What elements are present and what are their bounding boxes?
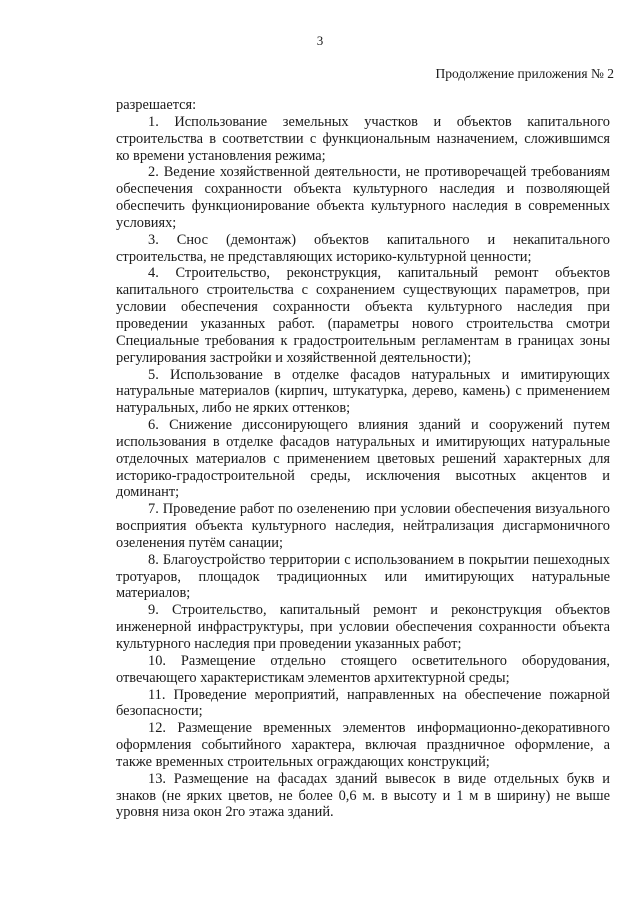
page-number: 3 — [316, 33, 324, 48]
document-body — [116, 97, 610, 821]
list-item-13: 13. Размещение на фасадах зданий вывесок в виде отдельных букв и знаков (не ярких цветов, не более 0,6 м. в высоту и 1 м в ширину) не выше уровня низа окон 2го этажа зданий. — [116, 770, 610, 821]
list-item-2: 2. Ведение хозяйственной деятельности, не противоречащей требованиям обеспечения сохранности объекта культурного наследия и позволяющей обеспечить функционирование объекта культурного наследия в современных условиях; — [116, 164, 610, 231]
list-item-6: 6. Снижение диссонирующего влияния зданий и сооружений путем использования в отделке фасадов натуральных и имитирующих натуральные отделочных материалов с применением цветовых решений характерных для историко-градостроительной среды, исключения высотных акцентов и доминант; — [116, 417, 610, 501]
list-item-12: 12. Размещение временных элементов информационно-декоративного оформления событийного характера, включая праздничное оформление, а также временных строительных ограждающих конструкций; — [116, 720, 610, 770]
list-item-8: 8. Благоустройство территории с использованием в покрытии пешеходных тротуаров, площадок традиционных или имитирующих натуральные материалов; — [116, 551, 610, 602]
list-item-1: 1. Использование земельных участков и объектов капитального строительства в соответствии с функциональным назначением, сложившимся ко времени установления режима; — [116, 113, 610, 164]
list-item-7: 7. Проведение работ по озеленению при условии обеспечения визуального восприятия объекта культурного наследия, нейтрализация дисгармоничного озеленения путём санации; — [116, 501, 610, 551]
list-item-9: 9. Строительство, капитальный ремонт и реконструкция объектов инженерной инфраструктуры, при условии обеспечения сохранности объекта культурного наследия при проведении указанных работ; — [116, 602, 610, 652]
list-item-10: 10. Размещение отдельно стоящего осветительного оборудования, отвечающего характеристикам элементов архитектурной среды; — [116, 652, 610, 686]
list-item-11: 11. Проведение мероприятий, направленных на обеспечение пожарной безопасности; — [116, 686, 610, 720]
appendix-header: Продолжение приложения № 2 — [435, 66, 614, 81]
list-item-5: 5. Использование в отделке фасадов натуральных и имитирующих натуральные материалов (кирпич, штукатурка, дерево, камень) с применением натуральных, либо не ярких оттенков; — [116, 366, 610, 417]
list-item-4: 4. Строительство, реконструкция, капитальный ремонт объектов капитального строительства с сохранением существующих параметров, при условии обеспечения сохранности объекта культурного наследия при проведении указанных работ. (параметры нового строительства смотри Специальные требования к градостроительным регламентам в границах зоны регулирования застройки и хозяйственной деятельности); — [116, 265, 610, 366]
list-item-3: 3. Снос (демонтаж) объектов капитального и некапитального строительства, не представляющих историко-культурной ценности; — [116, 231, 610, 265]
intro-text: разрешается: — [116, 97, 197, 113]
